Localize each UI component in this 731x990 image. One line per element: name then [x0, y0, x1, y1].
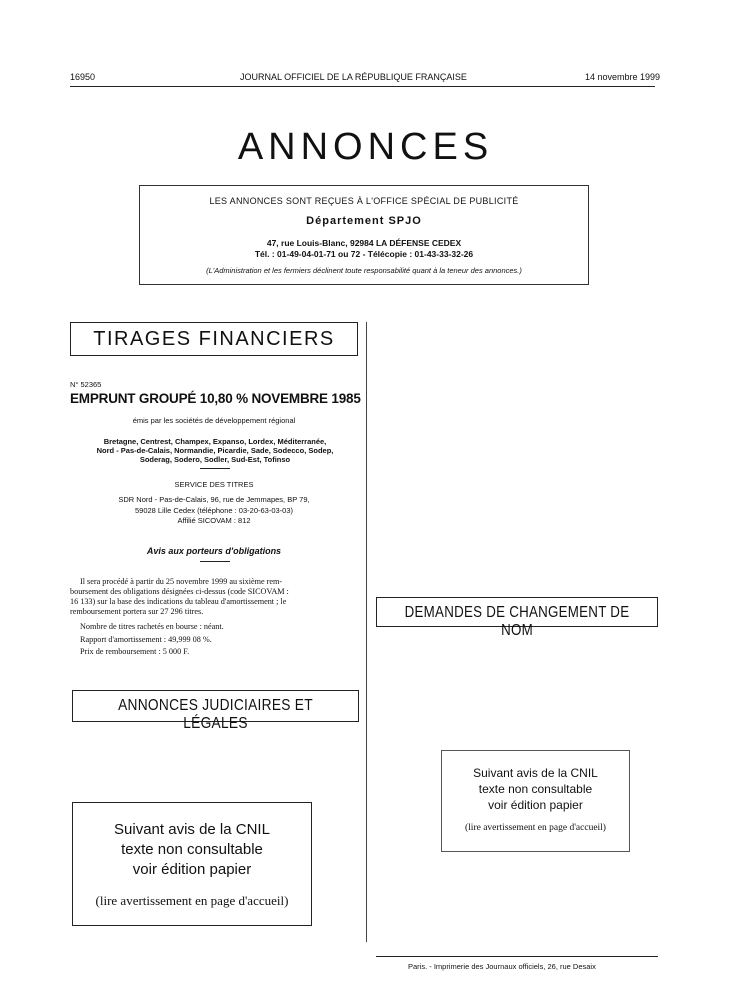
cnil-line: texte non consultable — [478, 782, 593, 796]
cnil-line: voir édition papier — [488, 798, 583, 812]
section-title: DEMANDES DE CHANGEMENT DE NOM — [404, 604, 630, 639]
cnil-notice-left — [72, 802, 312, 926]
cnil-notice-right — [441, 750, 630, 852]
cnil-line: texte non consultable — [121, 841, 263, 858]
companies-line: Bretagne, Centrest, Champex, Expanso, Lordex, Méditerranée, — [103, 437, 327, 446]
notice-number: N° 52365 — [70, 380, 102, 389]
cnil-note: (lire avertissement en page d'accueil) — [95, 893, 289, 908]
service-title: SERVICE DES TITRES — [174, 480, 254, 489]
office-department: Département SPJO — [306, 215, 422, 227]
service-line: Affilié SICOVAM : 812 — [177, 516, 251, 525]
printer-footer: Paris. - Imprimerie des Journaux officiels, 26, rue Desaix — [408, 962, 596, 971]
cnil-note: (lire avertissement en page d'accueil) — [465, 823, 606, 833]
service-details — [70, 495, 358, 527]
service-line: SDR Nord - Pas-de-Calais, 96, rue de Jemmapes, BP 79, — [118, 495, 310, 504]
separator — [200, 468, 230, 469]
column-divider — [366, 322, 367, 942]
page-title: ANNONCES — [237, 126, 494, 168]
notice-heading: EMPRUNT GROUPÉ 10,80 % NOVEMBRE 1985 — [70, 391, 361, 406]
section-title: ANNONCES JUDICIAIRES ET LÉGALES — [118, 697, 313, 732]
notice-title: Avis aux porteurs d'obligations — [146, 546, 282, 556]
notice-stats — [80, 621, 224, 659]
service-line: 59028 Lille Cedex (téléphone : 03-20-63-03-03) — [134, 505, 294, 515]
footer-rule — [376, 956, 658, 957]
emitted-by: émis par les sociétés de développement régional — [132, 416, 296, 425]
companies-list — [70, 437, 360, 464]
body-line: Il sera procédé à partir du 25 novembre 1999 au sixième rem- — [80, 577, 283, 586]
office-info-box — [139, 185, 589, 285]
separator — [200, 561, 230, 562]
body-line: 16 133) sur la base des indications du tableau d'amortissement ; le — [70, 597, 287, 606]
stat-line: Prix de remboursement : 5 000 F. — [80, 647, 190, 656]
notice-body — [70, 577, 360, 617]
section-annonces-judiciaires — [72, 690, 359, 732]
companies-line: Soderag, Sodero, Sodler, Sud-Est, Tofinso — [139, 455, 291, 464]
cnil-line: Suivant avis de la CNIL — [114, 821, 270, 838]
office-phone: Tél. : 01-49-04-01-71 ou 72 - Télécopie : 01-43-33-32-26 — [254, 249, 474, 259]
section-tirages-financiers — [70, 322, 358, 356]
body-line: boursement des obligations désignées ci-dessus (code SICOVAM : — [70, 587, 289, 596]
body-line: remboursement portera sur 27 296 titres. — [70, 607, 204, 616]
stat-line: Nombre de titres rachetés en bourse : néant. — [80, 622, 224, 631]
companies-line: Nord - Pas-de-Calais, Normandie, Picardie, Sade, Sodecco, Sodep, — [96, 446, 334, 455]
cnil-line: Suivant avis de la CNIL — [473, 766, 598, 780]
issue-date: 14 novembre 1999 — [585, 72, 661, 82]
office-address: 47, rue Louis-Blanc, 92984 LA DÉFENSE CEDEX — [266, 238, 462, 248]
cnil-line: voir édition papier — [132, 861, 252, 878]
section-title: TIRAGES FINANCIERS — [93, 328, 335, 350]
office-line: LES ANNONCES SONT REÇUES À L'OFFICE SPÉCIAL DE PUBLICITÉ — [209, 196, 519, 206]
office-disclaimer: (L'Administration et les fermiers déclinent toute responsabilité quant à la teneur des annonces.) — [206, 266, 522, 275]
header-rule — [70, 86, 655, 87]
section-changement-de-nom — [376, 597, 658, 639]
page-number: 16950 — [70, 72, 96, 82]
stat-line: Rapport d'amortissement : 49,999 08 %. — [80, 634, 212, 644]
journal-title: JOURNAL OFFICIEL DE LA RÉPUBLIQUE FRANÇAISE — [240, 72, 467, 82]
